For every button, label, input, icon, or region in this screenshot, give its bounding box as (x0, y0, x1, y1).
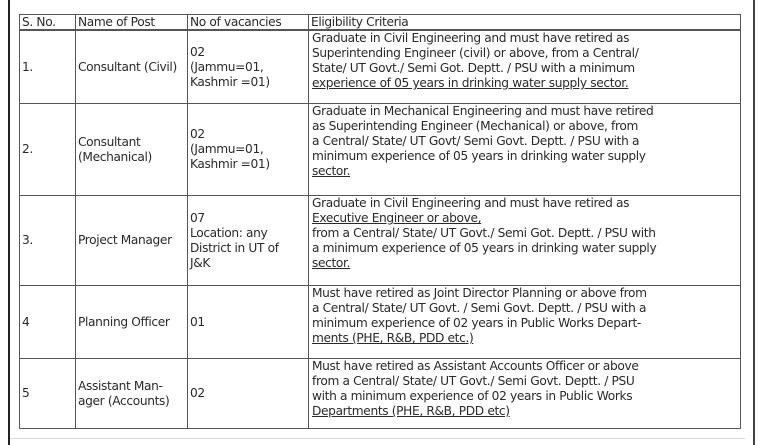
criteria-line: Must have retired as Joint Director Planning or above from (312, 286, 647, 300)
criteria-line: minimum experience of 05 years in drinking water supply (312, 149, 646, 163)
cell-vacancies (188, 286, 309, 359)
criteria-line: Must have retired as Assistant Accounts Officer or above (312, 359, 639, 373)
page-border-right (753, 0, 755, 445)
vacancy-line: Location: any (190, 225, 268, 240)
cell-sno: 4 (20, 286, 76, 359)
criteria-line: a Central/ State/ UT Govt. / Semi Govt. Deptt. / PSU with a (312, 301, 647, 315)
criteria-line: Departments (PHE, R&B, PDD etc) (312, 404, 510, 418)
criteria-line: Superintending Engineer (civil) or above, from a Central/ (312, 46, 639, 60)
page-border-bottom (10, 438, 745, 439)
criteria-line: sector. (312, 256, 351, 270)
cell-eligibility (309, 104, 741, 196)
cell-eligibility (309, 196, 741, 286)
table-row (20, 104, 741, 196)
criteria-line: minimum experience of 02 years in Public Works Depart- (312, 316, 641, 330)
cell-sno: 1. (20, 30, 76, 104)
header-vacancies: No of vacancies (188, 15, 309, 31)
table-row (20, 359, 741, 429)
criteria-line: sector. (312, 164, 351, 178)
vacancy-table (19, 14, 741, 429)
criteria-line: with a minimum experience of 02 years in Public Works (312, 389, 633, 403)
table-header-row (20, 15, 741, 31)
cell-sno: 5 (20, 359, 76, 429)
vacancy-line: 02 (190, 386, 205, 400)
vacancy-line: 07 (190, 210, 205, 225)
table-row (20, 286, 741, 359)
table-row (20, 30, 741, 104)
cell-vacancies (188, 359, 309, 429)
header-eligibility: Eligibility Criteria (309, 15, 741, 31)
cell-vacancies (188, 196, 309, 286)
vacancy-line: (Jammu=01, (190, 142, 264, 156)
vacancy-line: District in UT of (190, 240, 279, 255)
cell-vacancies (188, 104, 309, 196)
criteria-line: Graduate in Civil Engineering and must have retired as (312, 196, 630, 210)
cell-post-name: Planning Officer (76, 286, 188, 359)
cell-sno: 2. (20, 104, 76, 196)
cell-eligibility (309, 286, 741, 359)
header-name-of-post: Name of Post (76, 15, 188, 31)
criteria-line: State/ UT Govt./ Semi Got. Deptt. / PSU with a minimum (312, 61, 635, 75)
vacancy-line: 01 (190, 314, 205, 329)
vacancy-line: 02 (190, 127, 205, 141)
criteria-line: Graduate in Mechanical Engineering and must have retired (312, 104, 654, 118)
criteria-line: as Superintending Engineer (Mechanical) or above, from (312, 119, 638, 133)
cell-eligibility (309, 30, 741, 104)
criteria-line: from a Central/ State/ UT Govt./ Semi Got. Deptt. / PSU with (312, 226, 656, 240)
criteria-line: Graduate in Civil Engineering and must have retired as (312, 31, 630, 45)
cell-post-name: Consultant (Civil) (76, 30, 188, 104)
table-row (20, 196, 741, 286)
criteria-line: from a Central/ State/ UT Govt./ Semi Govt. Deptt. / PSU (312, 374, 635, 388)
cell-post-name: Consultant (Mechanical) (76, 104, 188, 196)
criteria-line: a Central/ State/ UT Govt/ Semi Govt. Deptt. / PSU with a (312, 134, 640, 148)
criteria-line: a minimum experience of 05 years in drinking water supply (312, 241, 657, 255)
criteria-line: ments (PHE, R&B, PDD etc.) (312, 331, 474, 345)
cell-post-name: Project Manager (76, 196, 188, 286)
vacancy-line: Kashmir =01) (190, 157, 270, 171)
vacancy-line: 02 (190, 44, 205, 59)
page-border-left (8, 0, 10, 445)
criteria-line: Executive Engineer or above, (312, 211, 482, 225)
cell-post-name (76, 359, 188, 429)
cell-sno: 3. (20, 196, 76, 286)
vacancy-line: J&K (190, 255, 211, 270)
post-name-line: Assistant Man- (78, 378, 163, 393)
post-name-line: ager (Accounts) (78, 393, 170, 408)
cell-eligibility (309, 359, 741, 429)
vacancy-line: Kashmir =01) (190, 74, 270, 89)
header-sno: S. No. (20, 15, 76, 31)
cell-vacancies (188, 30, 309, 104)
vacancy-line: (Jammu=01, (190, 59, 264, 74)
criteria-line: experience of 05 years in drinking water supply sector. (312, 76, 629, 90)
